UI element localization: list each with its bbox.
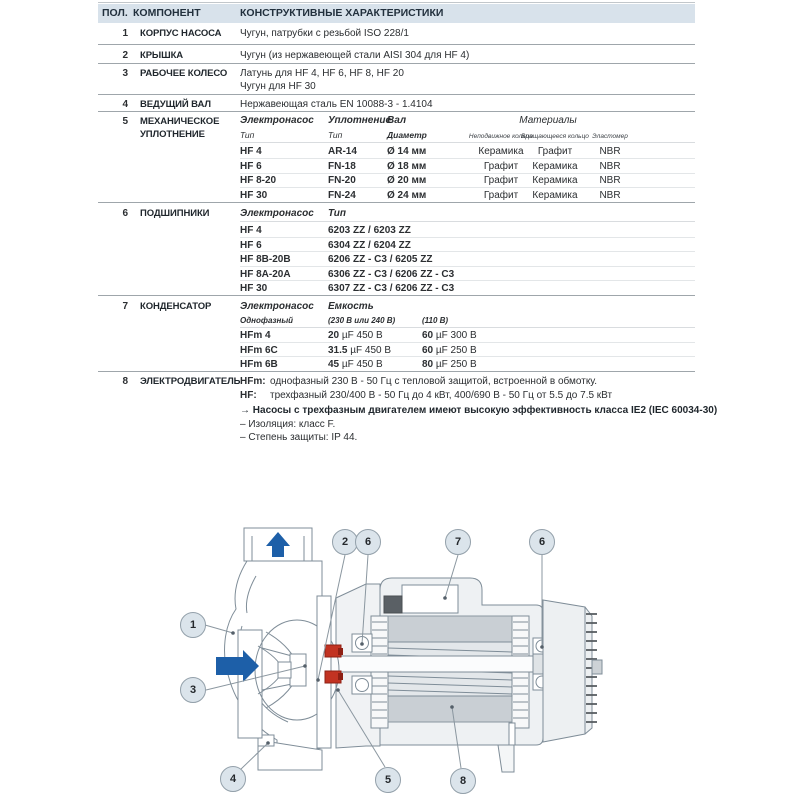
cap-col-pump: Электронасос — [240, 301, 314, 312]
row-separator — [98, 44, 695, 45]
callout-5: 5 — [375, 767, 401, 793]
subtable-rowline — [240, 251, 695, 252]
motor-note-protection: – Степень защиты: IP 44. — [240, 432, 358, 443]
motor-highlight-text: Насосы с трехфазным двигателем имеют высокую эффективность класса IE2 (IEC 60034-30) — [252, 405, 718, 416]
fan-cover — [543, 600, 602, 742]
row4-num: 4 — [122, 99, 128, 110]
subtable-rowline — [240, 356, 695, 357]
seal-row-stationary: Графит — [483, 175, 519, 186]
cap-value: 80 — [422, 359, 434, 370]
cap-subcol-singlephase: Однофазный — [240, 316, 294, 325]
bearings-row-type: 6307 ZZ - C3 / 6206 ZZ - C3 — [328, 283, 455, 294]
seal-col-shaft: Вал — [387, 115, 407, 126]
seal-row-pump: HF 4 — [240, 146, 262, 157]
cap-subcol-230v: (230 В или 240 В) — [328, 316, 396, 325]
cap-unit: µF 300 В — [433, 330, 477, 341]
row-separator — [98, 63, 695, 64]
motor-line-hfm — [240, 376, 597, 388]
seal-row-diameter: Ø 18 мм — [387, 161, 427, 172]
cap-value: 60 — [422, 330, 434, 341]
row5-name-line1: МЕХАНИЧЕСКОЕ — [140, 116, 220, 127]
seal-row-diameter: Ø 14 мм — [387, 146, 427, 157]
bearings-row-type: 6306 ZZ - C3 / 6206 ZZ - C3 — [328, 269, 455, 280]
motor-hf-label: HF: — [240, 390, 257, 401]
subtable-rowline — [240, 266, 695, 267]
cap-col-capacity: Емкость — [328, 301, 374, 312]
cap-row-230 — [328, 330, 383, 342]
subtable-rowline — [240, 280, 695, 281]
bearings-col-type: Тип — [328, 208, 346, 219]
callout-7: 7 — [445, 529, 471, 555]
subtable-rule — [240, 142, 695, 143]
top-rule — [98, 2, 695, 3]
seal-subcol-diameter: Диаметр — [387, 130, 427, 140]
bearings-row-type: 6206 ZZ - C3 / 6205 ZZ — [328, 254, 433, 265]
seal-row-elastomer: NBR — [599, 190, 621, 201]
callout-2: 2 — [332, 529, 358, 555]
subtable-rowline — [240, 237, 695, 238]
row3-name: РАБОЧЕЕ КОЛЕСО — [140, 68, 228, 79]
row4-name: ВЕДУЩИЙ ВАЛ — [140, 99, 211, 110]
rear-shaft-stub — [592, 660, 602, 674]
cap-unit: µF 450 В — [347, 345, 392, 356]
seal-row-rotating: Керамика — [532, 175, 578, 186]
bearings-row-pump: HF 30 — [240, 283, 268, 294]
row3-desc-line1: Латунь для HF 4, HF 6, HF 8, HF 20 — [240, 68, 404, 79]
cable-gland — [384, 596, 402, 613]
seal-subcol-stationary-ring: Неподвижное кольцо — [468, 133, 534, 140]
bearings-row-type: 6203 ZZ / 6203 ZZ — [328, 225, 411, 236]
cap-subcol-110v: (110 В) — [422, 316, 449, 325]
motor-line-hf — [240, 390, 612, 402]
row5-name-line2: УПЛОТНЕНИЕ — [140, 129, 205, 140]
row2-name: КРЫШКА — [140, 50, 184, 61]
motor-highlight-line — [240, 405, 717, 417]
condensate-drain — [509, 723, 515, 745]
cap-value: 20 — [328, 330, 340, 341]
seal-row-rotating: Керамика — [532, 190, 578, 201]
seal-row-rotating: Графит — [537, 146, 573, 157]
row7-name: КОНДЕНСАТОР — [140, 301, 212, 312]
bearings-row-pump: HF 4 — [240, 225, 262, 236]
seal-row-pump: HF 30 — [240, 190, 268, 201]
callout-8: 8 — [450, 768, 476, 794]
bearings-col-pump: Электронасос — [240, 208, 314, 219]
seal-row-type: AR-14 — [328, 146, 357, 157]
motor-foot — [498, 745, 514, 772]
motor-hf-text: трехфазный 230/400 В - 50 Гц до 4 кВт, 400/690 В - 50 Гц от 5.5 до 7.5 кВт — [270, 390, 613, 401]
row1-name: КОРПУС НАСОСА — [140, 28, 222, 39]
row1-num: 1 — [122, 28, 128, 39]
cap-value: 31.5 — [328, 345, 348, 356]
seal-row-stationary: Графит — [483, 161, 519, 172]
seal-col-pump: Электронасос — [240, 115, 314, 126]
callout-4: 4 — [220, 766, 246, 792]
row3-desc-line2: Чугун для HF 30 — [240, 81, 316, 92]
row-separator — [98, 371, 695, 372]
header-pos: ПОЛ. — [102, 7, 128, 19]
motor-hfm-text: однофазный 230 В - 50 Гц с тепловой защитой, встроенной в обмотку. — [270, 376, 598, 387]
subtable-rowline — [240, 342, 695, 343]
row7-num: 7 — [122, 301, 128, 312]
seal-row-type: FN-20 — [328, 175, 356, 186]
components-spec-table — [98, 0, 718, 470]
cap-value: 60 — [422, 345, 434, 356]
subtable-rule — [240, 327, 695, 328]
row-separator — [98, 94, 695, 95]
seal-row-elastomer: NBR — [599, 146, 621, 157]
seal-subcol-rotating-ring: Вращающееся кольцо — [521, 133, 589, 140]
cap-row-110 — [422, 359, 477, 371]
cap-row-230 — [328, 359, 383, 371]
cap-unit: µF 450 В — [339, 330, 383, 341]
row-separator — [98, 295, 695, 296]
terminal-box — [402, 585, 458, 613]
seal-subcol-type1: Тип — [240, 130, 255, 140]
row6-num: 6 — [122, 208, 128, 219]
seal-row-pump: HF 8-20 — [240, 175, 277, 186]
row1-desc: Чугун, патрубки с резьбой ISO 228/1 — [240, 28, 409, 39]
motor-hfm-label: HFm: — [240, 376, 266, 387]
callout-1: 1 — [180, 612, 206, 638]
row6-name: ПОДШИПНИКИ — [140, 208, 210, 219]
motor-note-insulation: – Изоляция: класс F. — [240, 419, 336, 430]
seal-row-type: FN-24 — [328, 190, 356, 201]
callout-3: 3 — [180, 677, 206, 703]
seal-row-pump: HF 6 — [240, 161, 262, 172]
cap-unit: µF 250 В — [433, 359, 477, 370]
arrow-bullet-icon: → — [240, 405, 250, 416]
drive-shaft — [300, 656, 570, 672]
cap-row-pump: HFm 4 — [240, 330, 271, 341]
bearings-row-type: 6304 ZZ / 6204 ZZ — [328, 240, 411, 251]
callout-6-left: 6 — [355, 529, 381, 555]
cap-value: 45 — [328, 359, 340, 370]
seal-row-diameter: Ø 24 мм — [387, 190, 427, 201]
row8-name: ЭЛЕКТРОДВИГАТЕЛЬ — [140, 376, 241, 387]
row8-num: 8 — [122, 376, 128, 387]
seal-row-elastomer: NBR — [599, 175, 621, 186]
row2-desc: Чугун (из нержавеющей стали AISI 304 для HF 4) — [240, 50, 470, 61]
seal-row-type: FN-18 — [328, 161, 356, 172]
row-separator — [98, 111, 695, 112]
header-component: КОМПОНЕНТ — [133, 7, 201, 19]
seal-row-stationary: Керамика — [478, 146, 524, 157]
seal-subcol-elastomer: Эластомер — [592, 133, 628, 140]
callout-6-right: 6 — [529, 529, 555, 555]
cap-unit: µF 450 В — [339, 359, 383, 370]
cap-unit: µF 250 В — [433, 345, 477, 356]
cap-row-pump: HFm 6B — [240, 359, 278, 370]
seal-row-elastomer: NBR — [599, 161, 621, 172]
pump-cross-section-drawing — [170, 515, 630, 800]
stator-bottom — [388, 696, 512, 722]
header-characteristics: КОНСТРУКТИВНЫЕ ХАРАКТЕРИСТИКИ — [240, 7, 444, 19]
bearings-row-pump: HF 6 — [240, 240, 262, 251]
seal-subcol-type2: Тип — [328, 130, 343, 140]
subtable-rowline — [240, 158, 695, 159]
row4-desc: Нержавеющая сталь EN 10088-3 - 1.4104 — [240, 99, 433, 110]
subtable-rowline — [240, 187, 695, 188]
seal-row-rotating: Керамика — [532, 161, 578, 172]
bearings-row-pump: HF 8B-20B — [240, 254, 291, 265]
cap-row-pump: HFm 6C — [240, 345, 278, 356]
seal-row-diameter: Ø 20 мм — [387, 175, 427, 186]
seal-col-materials: Материалы — [519, 115, 577, 126]
bearings-row-pump: HF 8A-20A — [240, 269, 291, 280]
row2-num: 2 — [122, 50, 128, 61]
stator-top — [388, 616, 512, 642]
row-separator — [98, 202, 695, 203]
row5-num: 5 — [122, 116, 128, 127]
seal-row-stationary: Графит — [483, 190, 519, 201]
row3-num: 3 — [122, 68, 128, 79]
subtable-rule — [240, 221, 695, 222]
cap-row-110 — [422, 330, 477, 342]
seal-col-seal: Уплотнение — [328, 115, 392, 126]
subtable-rowline — [240, 173, 695, 174]
